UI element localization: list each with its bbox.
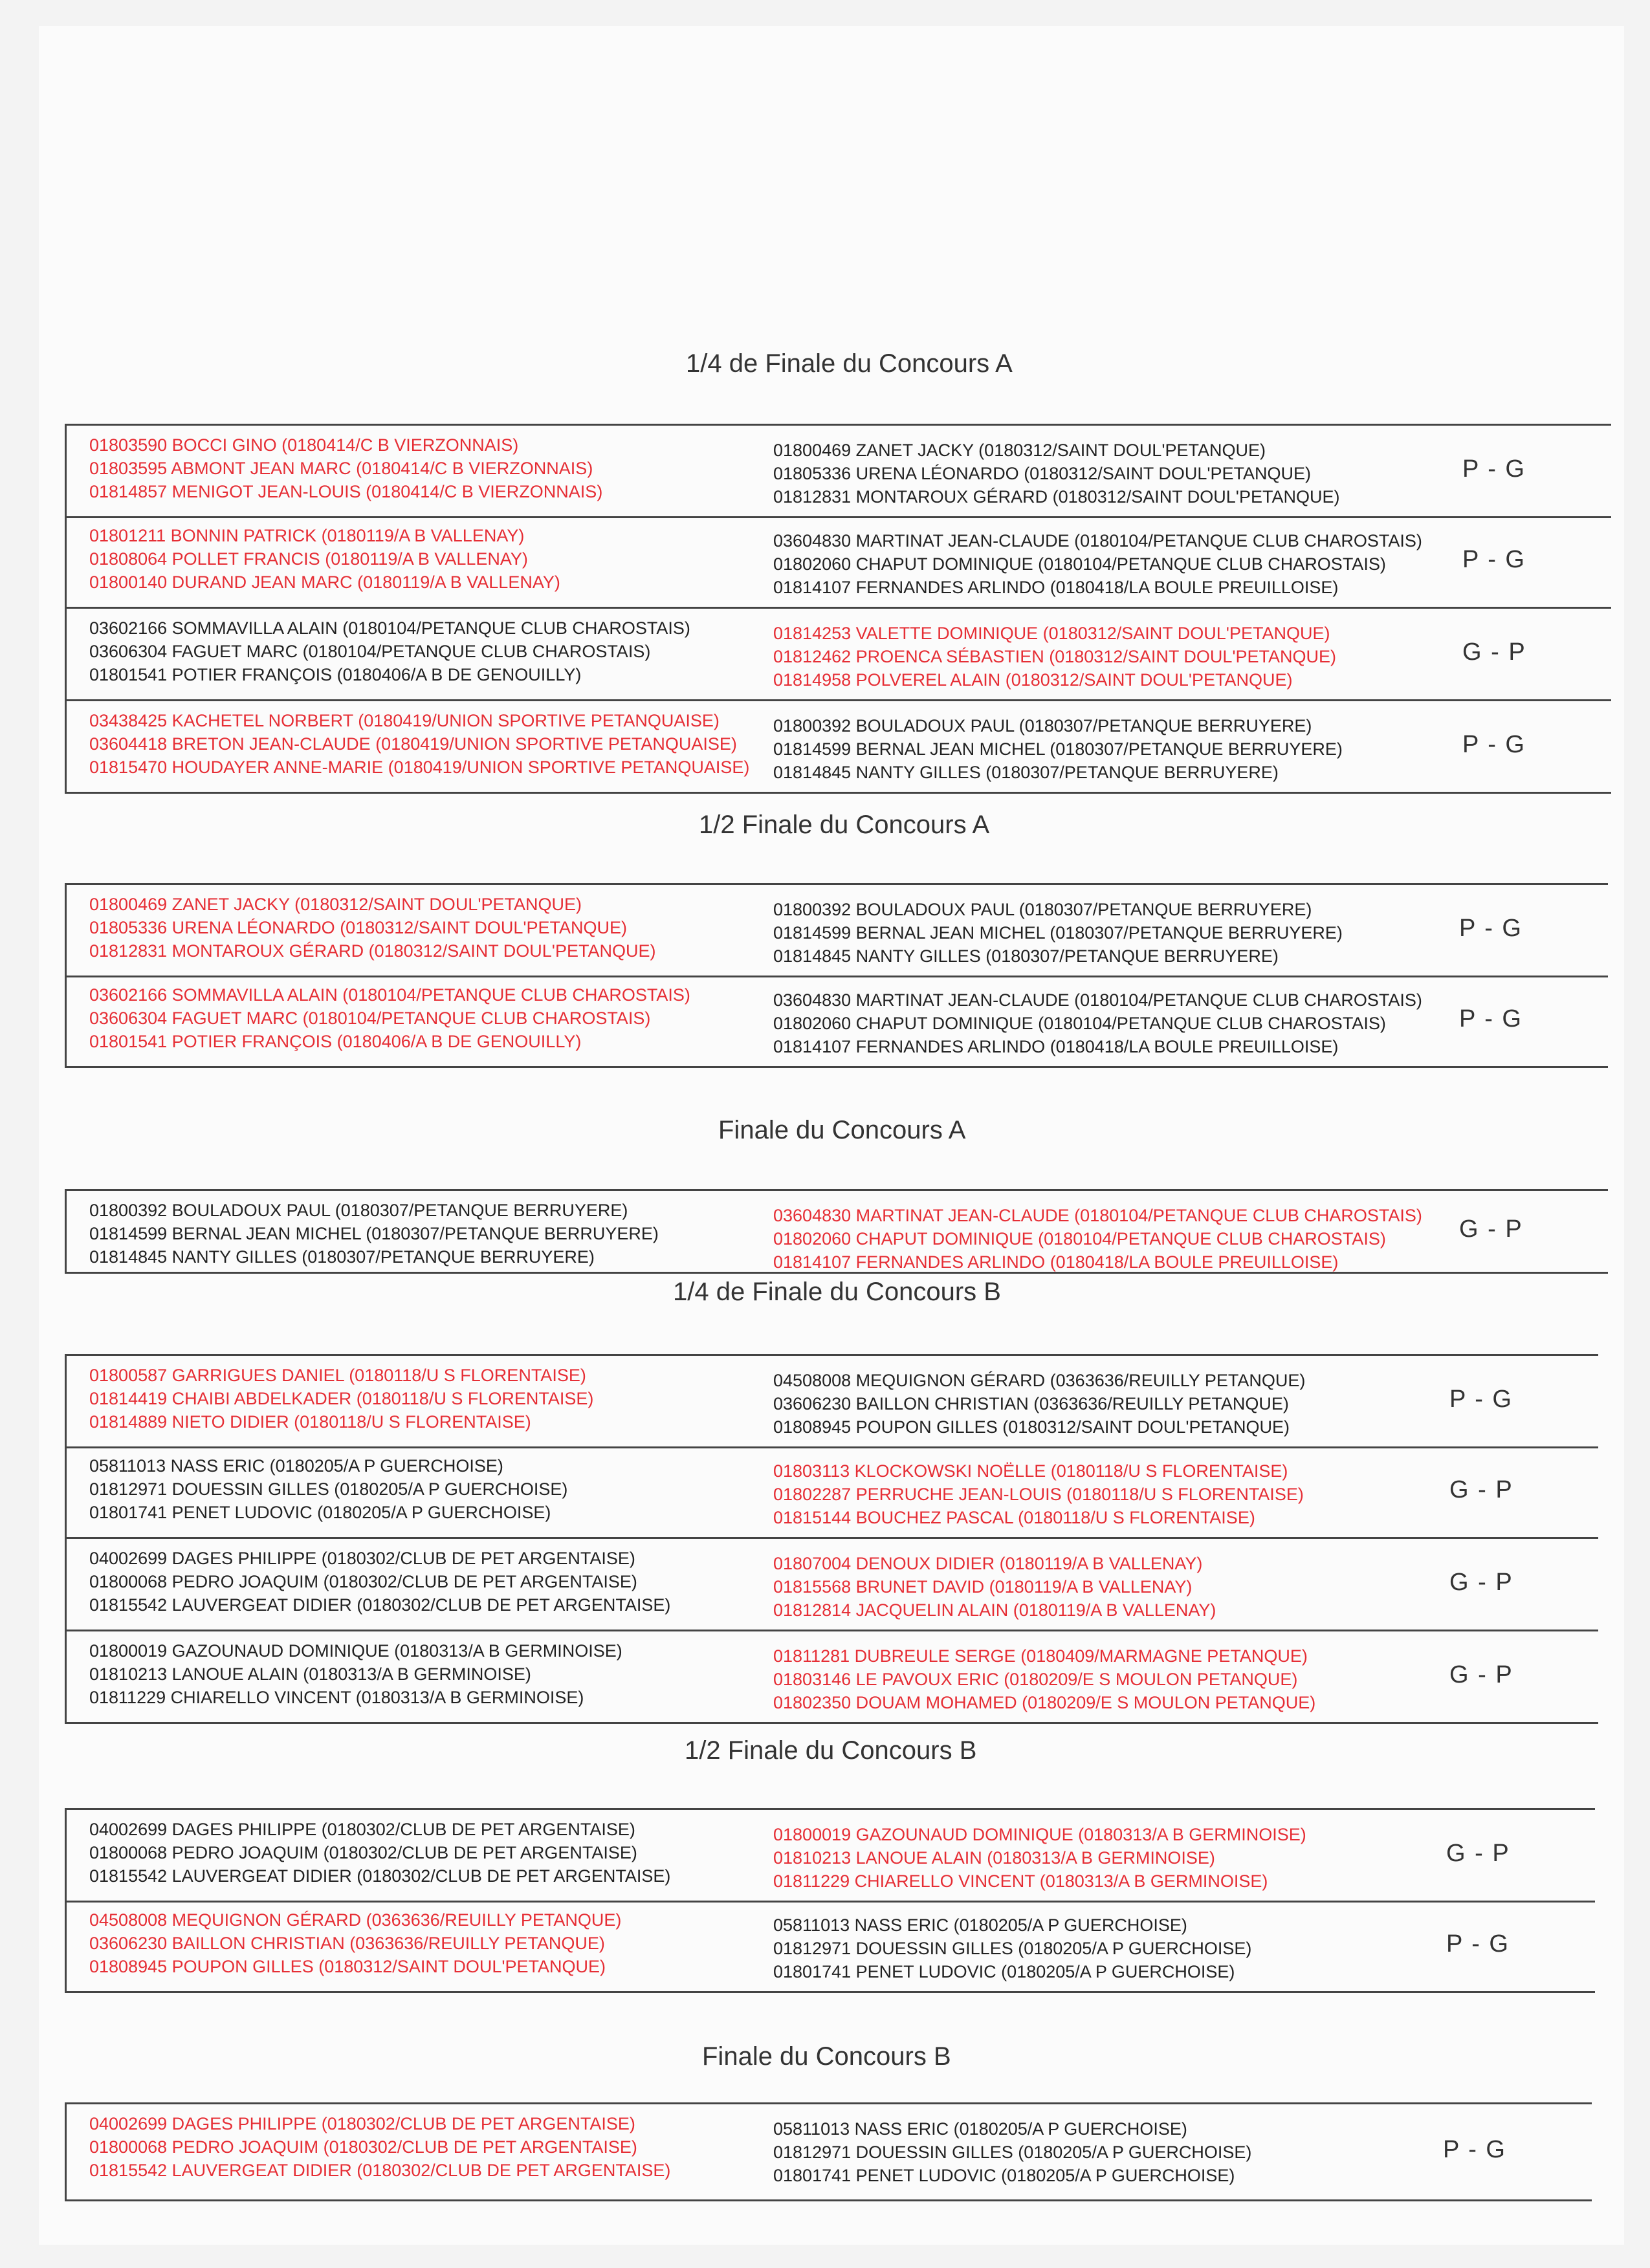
match-result: P - G xyxy=(1443,2136,1506,2163)
section-title: Finale du Concours A xyxy=(718,1116,966,1144)
player-entry: 01814253 VALETTE DOMINIQUE (0180312/SAINT DOUL'PETANQUE) xyxy=(773,624,1330,643)
team-left xyxy=(89,1639,622,1709)
player-entry: 01802350 DOUAM MOHAMED (0180209/E S MOULON PETANQUE) xyxy=(773,1693,1316,1712)
team-left xyxy=(89,1364,593,1434)
match-table xyxy=(65,424,1611,794)
section-title: 1/4 de Finale du Concours A xyxy=(686,349,1013,378)
match-result: G - P xyxy=(1446,1839,1510,1867)
player-entry: 01812971 DOUESSIN GILLES (0180205/A P GUERCHOISE) xyxy=(773,1939,1252,1958)
player-entry: 03604830 MARTINAT JEAN-CLAUDE (0180104/PETANQUE CLUB CHAROSTAIS) xyxy=(773,531,1422,551)
player-entry: 01803590 BOCCI GINO (0180414/C B VIERZONNAIS) xyxy=(89,435,519,455)
team-right xyxy=(773,2117,1251,2187)
match-result: G - P xyxy=(1449,1568,1513,1596)
match-result: P - G xyxy=(1462,730,1526,758)
player-entry: 01808945 POUPON GILLES (0180312/SAINT DOUL'PETANQUE) xyxy=(89,1957,606,1976)
match-row xyxy=(65,516,1611,609)
player-entry: 04508008 MEQUIGNON GÉRARD (0363636/REUILLY PETANQUE) xyxy=(89,1910,622,1930)
player-entry: 01810213 LANOUE ALAIN (0180313/A B GERMINOISE) xyxy=(773,1848,1215,1868)
team-left xyxy=(89,1547,670,1617)
team-left xyxy=(89,1199,659,1269)
player-entry: 01811229 CHIARELLO VINCENT (0180313/A B GERMINOISE) xyxy=(89,1688,584,1707)
player-entry: 04002699 DAGES PHILIPPE (0180302/CLUB DE PET ARGENTAISE) xyxy=(89,1549,635,1568)
player-entry: 01814599 BERNAL JEAN MICHEL (0180307/PETANQUE BERRUYERE) xyxy=(89,1224,659,1243)
player-entry: 01808064 POLLET FRANCIS (0180119/A B VALLENAY) xyxy=(89,549,528,569)
team-right xyxy=(773,898,1343,968)
player-entry: 01800392 BOULADOUX PAUL (0180307/PETANQUE BERRUYERE) xyxy=(773,716,1312,736)
match-result: P - G xyxy=(1462,545,1526,573)
player-entry: 01811281 DUBREULE SERGE (0180409/MARMAGNE PETANQUE) xyxy=(773,1646,1308,1666)
player-entry: 01800469 ZANET JACKY (0180312/SAINT DOUL'PETANQUE) xyxy=(89,895,582,914)
player-entry: 01814845 NANTY GILLES (0180307/PETANQUE BERRUYERE) xyxy=(773,763,1279,782)
team-right xyxy=(773,714,1343,784)
match-result: P - G xyxy=(1459,914,1523,942)
player-entry: 01814845 NANTY GILLES (0180307/PETANQUE BERRUYERE) xyxy=(773,946,1279,966)
player-entry: 01814107 FERNANDES ARLINDO (0180418/LA BOULE PREUILLOISE) xyxy=(773,1252,1339,1272)
player-entry: 01801541 POTIER FRANÇOIS (0180406/A B DE GENOUILLY) xyxy=(89,665,582,684)
player-entry: 01805336 URENA LÉONARDO (0180312/SAINT DOUL'PETANQUE) xyxy=(773,464,1312,483)
player-entry: 03606304 FAGUET MARC (0180104/PETANQUE CLUB CHAROSTAIS) xyxy=(89,642,651,661)
player-entry: 01801741 PENET LUDOVIC (0180205/A P GUERCHOISE) xyxy=(773,2166,1235,2185)
player-entry: 03604418 BRETON JEAN-CLAUDE (0180419/UNION SPORTIVE PETANQUAISE) xyxy=(89,734,737,754)
section-title: 1/2 Finale du Concours A xyxy=(699,811,990,839)
match-row xyxy=(65,883,1608,977)
match-row xyxy=(65,424,1611,518)
match-row xyxy=(65,609,1611,701)
player-entry: 01800019 GAZOUNAUD DOMINIQUE (0180313/A B GERMINOISE) xyxy=(773,1825,1306,1844)
player-entry: 01800392 BOULADOUX PAUL (0180307/PETANQUE BERRUYERE) xyxy=(773,900,1312,919)
player-entry: 01800019 GAZOUNAUD DOMINIQUE (0180313/A B GERMINOISE) xyxy=(89,1641,622,1661)
player-entry: 04002699 DAGES PHILIPPE (0180302/CLUB DE PET ARGENTAISE) xyxy=(89,2114,635,2133)
player-entry: 03604830 MARTINAT JEAN-CLAUDE (0180104/PETANQUE CLUB CHAROSTAIS) xyxy=(773,990,1422,1010)
player-entry: 01801741 PENET LUDOVIC (0180205/A P GUERCHOISE) xyxy=(89,1503,551,1522)
match-row xyxy=(65,1354,1598,1448)
player-entry: 03602166 SOMMAVILLA ALAIN (0180104/PETANQUE CLUB CHAROSTAIS) xyxy=(89,618,690,638)
match-row xyxy=(65,2102,1592,2201)
player-entry: 05811013 NASS ERIC (0180205/A P GUERCHOISE) xyxy=(89,1456,503,1476)
team-left xyxy=(89,433,602,503)
team-right xyxy=(773,529,1422,599)
match-table xyxy=(65,2102,1592,2199)
section-title: Finale du Concours B xyxy=(702,2042,951,2071)
player-entry: 01805336 URENA LÉONARDO (0180312/SAINT DOUL'PETANQUE) xyxy=(89,918,628,937)
player-entry: 01815542 LAUVERGEAT DIDIER (0180302/CLUB DE PET ARGENTAISE) xyxy=(89,1866,671,1886)
player-entry: 01814845 NANTY GILLES (0180307/PETANQUE BERRUYERE) xyxy=(89,1247,595,1267)
match-table xyxy=(65,1354,1598,1724)
team-left xyxy=(89,893,655,963)
player-entry: 01814107 FERNANDES ARLINDO (0180418/LA BOULE PREUILLOISE) xyxy=(773,578,1339,597)
match-result: P - G xyxy=(1446,1930,1510,1957)
team-left xyxy=(89,1454,567,1524)
player-entry: 01803113 KLOCKOWSKI NOËLLE (0180118/U S FLORENTAISE) xyxy=(773,1461,1288,1481)
match-result: P - G xyxy=(1449,1385,1513,1413)
player-entry: 03606230 BAILLON CHRISTIAN (0363636/REUILLY PETANQUE) xyxy=(773,1394,1289,1413)
team-left xyxy=(89,983,690,1053)
player-entry: 01812831 MONTAROUX GÉRARD (0180312/SAINT DOUL'PETANQUE) xyxy=(89,941,656,961)
player-entry: 01802287 PERRUCHE JEAN-LOUIS (0180118/U S FLORENTAISE) xyxy=(773,1485,1304,1504)
player-entry: 01814958 POLVEREL ALAIN (0180312/SAINT DOUL'PETANQUE) xyxy=(773,670,1293,690)
player-entry: 01802060 CHAPUT DOMINIQUE (0180104/PETANQUE CLUB CHAROSTAIS) xyxy=(773,1229,1386,1248)
match-table xyxy=(65,1189,1608,1272)
team-right xyxy=(773,1552,1216,1622)
match-table xyxy=(65,883,1608,1068)
player-entry: 01815542 LAUVERGEAT DIDIER (0180302/CLUB DE PET ARGENTAISE) xyxy=(89,1595,671,1615)
player-entry: 01800392 BOULADOUX PAUL (0180307/PETANQUE BERRUYERE) xyxy=(89,1201,628,1220)
team-left xyxy=(89,709,749,779)
match-result: G - P xyxy=(1449,1661,1513,1688)
player-entry: 01807004 DENOUX DIDIER (0180119/A B VALLENAY) xyxy=(773,1554,1203,1573)
player-entry: 01812971 DOUESSIN GILLES (0180205/A P GUERCHOISE) xyxy=(773,2143,1252,2162)
player-entry: 01801211 BONNIN PATRICK (0180119/A B VALLENAY) xyxy=(89,526,525,545)
team-right xyxy=(773,1369,1305,1439)
player-entry: 05811013 NASS ERIC (0180205/A P GUERCHOISE) xyxy=(773,1915,1187,1935)
match-result: G - P xyxy=(1459,1216,1523,1243)
team-right xyxy=(773,622,1336,692)
player-entry: 01803146 LE PAVOUX ERIC (0180209/E S MOULON PETANQUE) xyxy=(773,1670,1298,1689)
player-entry: 01800068 PEDRO JOAQUIM (0180302/CLUB DE PET ARGENTAISE) xyxy=(89,2137,637,2157)
player-entry: 01810213 LANOUE ALAIN (0180313/A B GERMINOISE) xyxy=(89,1664,531,1684)
player-entry: 01815542 LAUVERGEAT DIDIER (0180302/CLUB DE PET ARGENTAISE) xyxy=(89,2161,671,2180)
player-entry: 03606230 BAILLON CHRISTIAN (0363636/REUILLY PETANQUE) xyxy=(89,1934,605,1953)
team-left xyxy=(89,1908,621,1978)
team-right xyxy=(773,988,1422,1058)
player-entry: 01814419 CHAIBI ABDELKADER (0180118/U S FLORENTAISE) xyxy=(89,1389,594,1408)
team-right xyxy=(773,1823,1306,1893)
player-entry: 01800140 DURAND JEAN MARC (0180119/A B VALLENAY) xyxy=(89,572,560,592)
player-entry: 01800068 PEDRO JOAQUIM (0180302/CLUB DE PET ARGENTAISE) xyxy=(89,1843,637,1862)
player-entry: 01812831 MONTAROUX GÉRARD (0180312/SAINT DOUL'PETANQUE) xyxy=(773,487,1340,507)
section-title: 1/2 Finale du Concours B xyxy=(685,1736,977,1765)
player-entry: 01812971 DOUESSIN GILLES (0180205/A P GUERCHOISE) xyxy=(89,1479,568,1499)
team-right xyxy=(773,1459,1304,1529)
team-right xyxy=(773,439,1339,508)
match-result: P - G xyxy=(1462,455,1526,483)
player-entry: 04508008 MEQUIGNON GÉRARD (0363636/REUILLY PETANQUE) xyxy=(773,1371,1306,1390)
player-entry: 01801541 POTIER FRANÇOIS (0180406/A B DE GENOUILLY) xyxy=(89,1032,582,1051)
player-entry: 01814599 BERNAL JEAN MICHEL (0180307/PETANQUE BERRUYERE) xyxy=(773,739,1343,759)
player-entry: 01801741 PENET LUDOVIC (0180205/A P GUERCHOISE) xyxy=(773,1962,1235,1981)
player-entry: 03604830 MARTINAT JEAN-CLAUDE (0180104/PETANQUE CLUB CHAROSTAIS) xyxy=(773,1206,1422,1225)
match-row xyxy=(65,701,1611,794)
player-entry: 05811013 NASS ERIC (0180205/A P GUERCHOISE) xyxy=(773,2119,1187,2139)
player-entry: 01802060 CHAPUT DOMINIQUE (0180104/PETANQUE CLUB CHAROSTAIS) xyxy=(773,554,1386,574)
player-entry: 01815568 BRUNET DAVID (0180119/A B VALLENAY) xyxy=(773,1577,1193,1597)
player-entry: 01814889 NIETO DIDIER (0180118/U S FLORENTAISE) xyxy=(89,1412,531,1432)
player-entry: 04002699 DAGES PHILIPPE (0180302/CLUB DE PET ARGENTAISE) xyxy=(89,1820,635,1839)
player-entry: 01802060 CHAPUT DOMINIQUE (0180104/PETANQUE CLUB CHAROSTAIS) xyxy=(773,1014,1386,1033)
player-entry: 01815144 BOUCHEZ PASCAL (0180118/U S FLORENTAISE) xyxy=(773,1508,1255,1527)
match-result: G - P xyxy=(1462,638,1526,666)
player-entry: 01811229 CHIARELLO VINCENT (0180313/A B GERMINOISE) xyxy=(773,1871,1268,1891)
match-row xyxy=(65,1808,1595,1903)
team-right xyxy=(773,1204,1422,1274)
player-entry: 01812814 JACQUELIN ALAIN (0180119/A B VALLENAY) xyxy=(773,1600,1216,1620)
team-left xyxy=(89,2112,670,2182)
player-entry: 01814857 MENIGOT JEAN-LOUIS (0180414/C B VIERZONNAIS) xyxy=(89,482,603,501)
player-entry: 01800068 PEDRO JOAQUIM (0180302/CLUB DE PET ARGENTAISE) xyxy=(89,1572,637,1591)
match-row xyxy=(65,976,1608,1068)
match-result: G - P xyxy=(1449,1476,1513,1503)
match-row xyxy=(65,1539,1598,1631)
match-row xyxy=(65,1901,1595,1993)
player-entry: 03606304 FAGUET MARC (0180104/PETANQUE CLUB CHAROSTAIS) xyxy=(89,1009,651,1028)
team-right xyxy=(773,1644,1315,1714)
team-left xyxy=(89,1818,670,1888)
player-entry: 03438425 KACHETEL NORBERT (0180419/UNION SPORTIVE PETANQUAISE) xyxy=(89,711,720,730)
match-table xyxy=(65,1808,1595,1993)
match-row xyxy=(65,1631,1598,1724)
player-entry: 01812462 PROENCA SÉBASTIEN (0180312/SAINT DOUL'PETANQUE) xyxy=(773,647,1337,666)
player-entry: 01814599 BERNAL JEAN MICHEL (0180307/PETANQUE BERRUYERE) xyxy=(773,923,1343,943)
match-result: P - G xyxy=(1459,1005,1523,1032)
player-entry: 03602166 SOMMAVILLA ALAIN (0180104/PETANQUE CLUB CHAROSTAIS) xyxy=(89,985,690,1005)
player-entry: 01815470 HOUDAYER ANNE-MARIE (0180419/UNION SPORTIVE PETANQUAISE) xyxy=(89,758,750,777)
player-entry: 01800587 GARRIGUES DANIEL (0180118/U S FLORENTAISE) xyxy=(89,1366,586,1385)
team-left xyxy=(89,524,560,594)
player-entry: 01803595 ABMONT JEAN MARC (0180414/C B VIERZONNAIS) xyxy=(89,459,593,478)
team-left xyxy=(89,616,690,686)
player-entry: 01800469 ZANET JACKY (0180312/SAINT DOUL'PETANQUE) xyxy=(773,441,1266,460)
match-row xyxy=(65,1446,1598,1539)
player-entry: 01808945 POUPON GILLES (0180312/SAINT DOUL'PETANQUE) xyxy=(773,1417,1290,1437)
player-entry: 01814107 FERNANDES ARLINDO (0180418/LA BOULE PREUILLOISE) xyxy=(773,1037,1339,1056)
team-right xyxy=(773,1914,1251,1983)
match-row xyxy=(65,1189,1608,1274)
section-title: 1/4 de Finale du Concours B xyxy=(673,1278,1001,1306)
